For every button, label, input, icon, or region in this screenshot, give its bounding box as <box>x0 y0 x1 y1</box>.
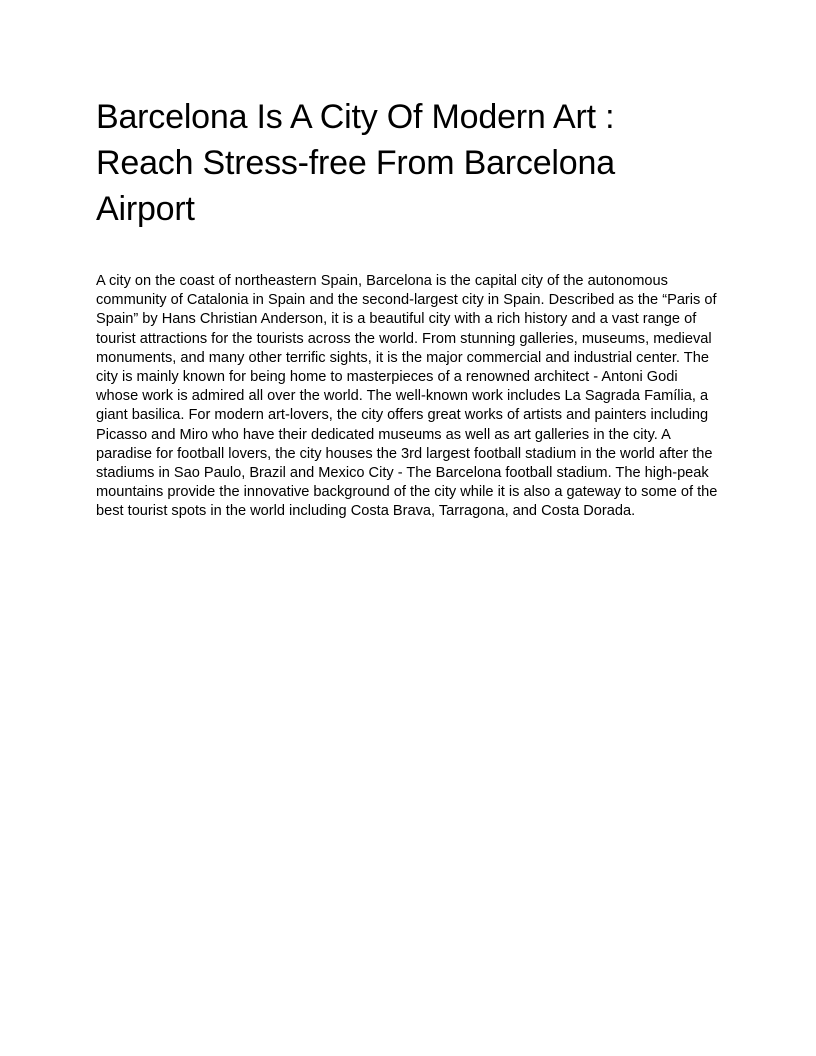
document-body-paragraph: A city on the coast of northeastern Spain, Barcelona is the capital city of the autonomous community of Catalonia in Spain and the second-largest city in Spain. Described as the “Paris of Spain” by Hans Christian Anderson, it is a beautiful city with a rich history and a vast range of tourist attractions for the tourists across the world. From stunning galleries, museums, medieval monuments, and many other terrific sights, it is the major commercial and industrial center. The city is mainly known for being home to masterpieces of a renowned architect - Antoni Godi whose work is admired all over the world. The well-known work includes La Sagrada Família, a giant basilica. For modern art-lovers, the city offers great works of artists and painters including Picasso and Miro who have their dedicated museums as well as art galleries in the city. A paradise for football lovers, the city houses the 3rd largest football stadium in the world after the stadiums in Sao Paulo, Brazil and Mexico City - The Barcelona football stadium. The high-peak mountains provide the innovative background of the city while it is also a gateway to some of the best tourist spots in the world including Costa Brava, Tarragona, and Costa Dorada. <box>96 273 718 520</box>
document-title: Barcelona Is A City Of Modern Art : Reach Stress-free From Barcelona Airport <box>96 98 615 228</box>
document-content <box>96 94 720 522</box>
